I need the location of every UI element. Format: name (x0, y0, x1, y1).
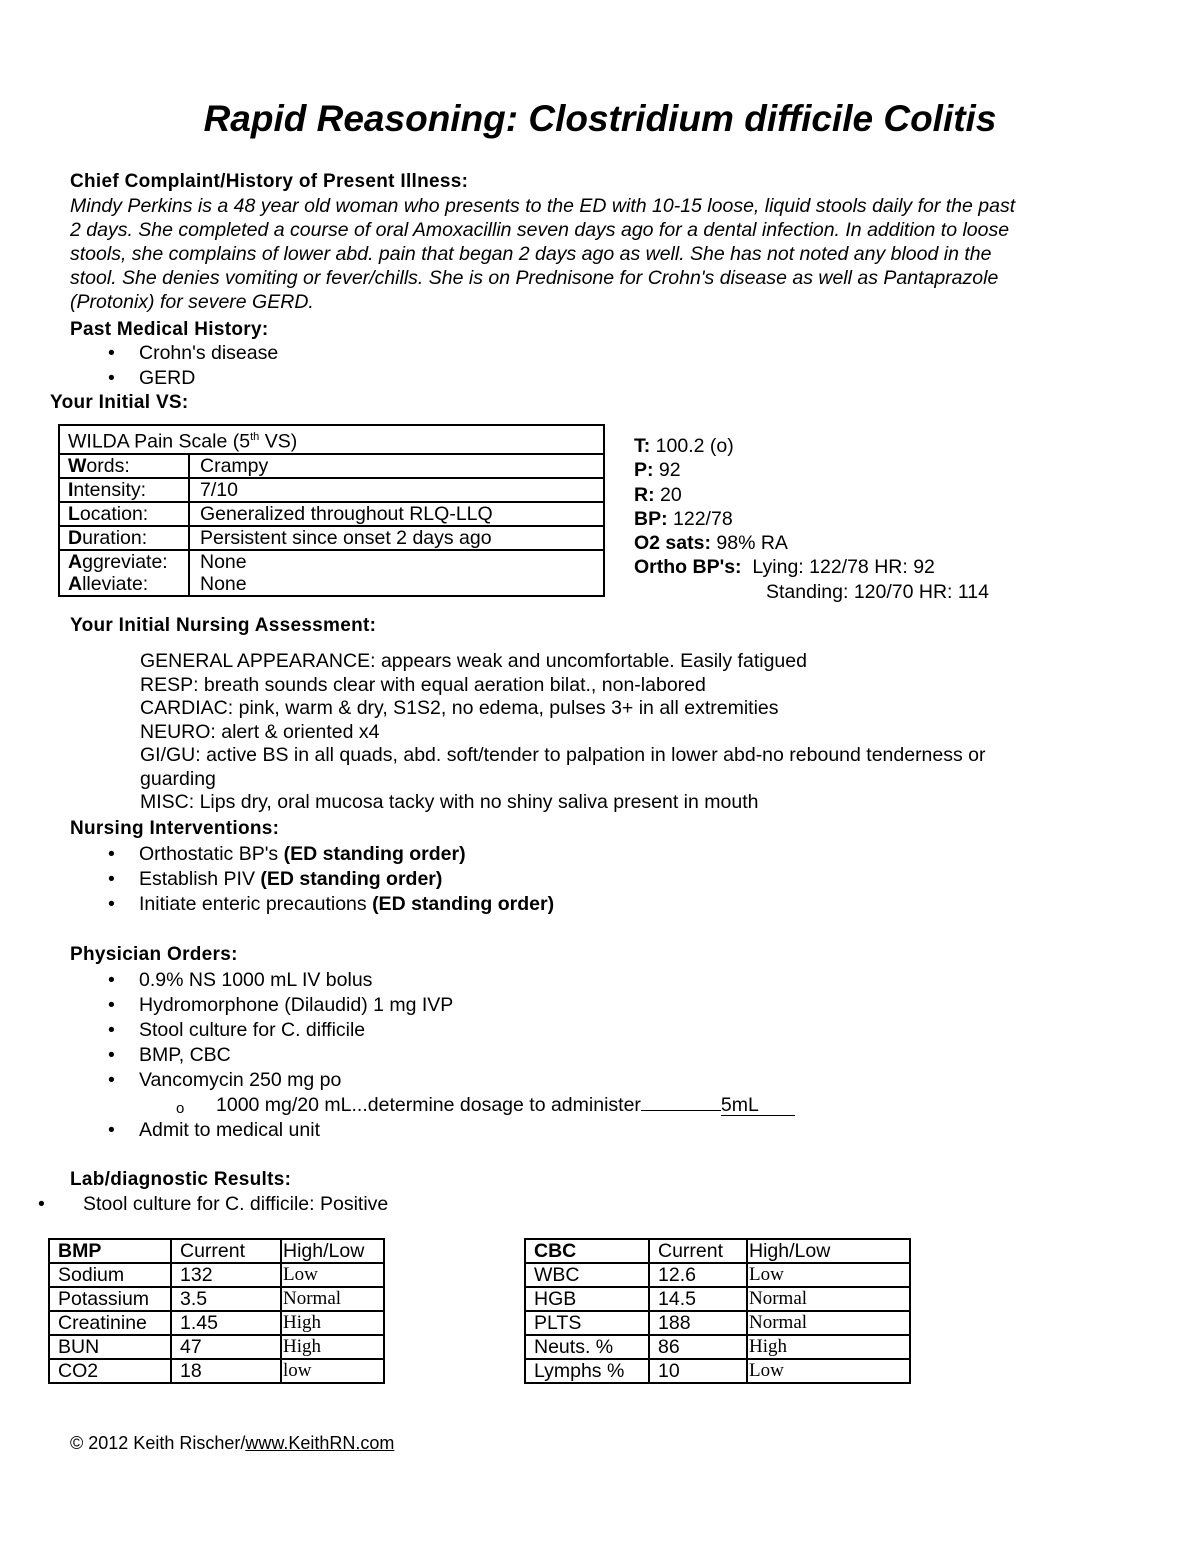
list-item: • 0.9% NS 1000 mL IV bolus (70, 968, 795, 993)
list-item: • Stool culture for C. difficile: Positive (0, 1192, 388, 1217)
table-row: Location: Generalized throughout RLQ-LLQ (59, 502, 604, 526)
hpi-line: stools, she complains of lower abd. pain that began 2 days ago as well. She has not noted any blood in the (70, 243, 992, 265)
table-header-row: CBC Current High/Low (525, 1239, 910, 1263)
hpi-line: stool. She denies vomiting or fever/chills. She is on Prednisone for Crohn's disease as well as Pantaprazole (70, 267, 999, 289)
list-item: • GERD (70, 366, 278, 391)
interventions-list (70, 842, 554, 917)
bmp-table (48, 1238, 385, 1384)
vital-signs: T: 100.2 (o) P: 92 R: 20 BP: 122/78 O2 sats: 98% RA Ortho BP's: Lying: 122/78 HR: 92 Standing: 120/70 HR: 114 (634, 435, 989, 603)
vs-heading: Your Initial VS: (50, 392, 189, 413)
list-item: • Vancomycin 250 mg po (70, 1068, 795, 1093)
list-item: • Hydromorphone (Dilaudid) 1 mg IVP (70, 993, 795, 1018)
pmh-list (70, 341, 278, 391)
table-row: Words: Crampy (59, 454, 604, 478)
table-row: Alleviate: None (59, 573, 604, 596)
table-row: Duration: Persistent since onset 2 days ago (59, 526, 604, 550)
wilda-pain-scale-table (58, 424, 605, 597)
list-item: • Initiate enteric precautions (ED standing order) (70, 892, 554, 917)
cbc-table (524, 1238, 911, 1384)
hpi-line: 2 days. She completed a course of oral Amoxacillin seven days ago for a dental infection. In addition to loose (70, 219, 1010, 241)
labs-list (0, 1192, 388, 1217)
list-item: • Orthostatic BP's (ED standing order) (70, 842, 554, 867)
table-row: Potassium 3.5 Normal (49, 1287, 384, 1311)
physician-orders-heading: Physician Orders: (70, 944, 238, 965)
table-row: Creatinine 1.45 High (49, 1311, 384, 1335)
table-header-row: BMP Current High/Low (49, 1239, 384, 1263)
hpi-line: Mindy Perkins is a 48 year old woman who presents to the ED with 10-15 loose, liquid stools daily for the past (70, 195, 1016, 217)
table-row: Neuts. % 86 High (525, 1335, 910, 1359)
hpi-line: (Protonix) for severe GERD. (70, 291, 314, 313)
table-row: Aggreviate: None (59, 550, 604, 573)
interventions-heading: Nursing Interventions: (70, 818, 280, 839)
physician-orders-list (70, 968, 795, 1143)
pmh-heading: Past Medical History: (70, 319, 269, 340)
labs-heading: Lab/diagnostic Results: (70, 1169, 292, 1190)
page-title: Rapid Reasoning: Clostridium difficile Colitis (203, 98, 997, 139)
table-row: WBC 12.6 Low (525, 1263, 910, 1287)
assessment-heading: Your Initial Nursing Assessment: (70, 615, 377, 636)
dosage-answer-blank (641, 1110, 721, 1111)
list-item: • Crohn's disease (70, 341, 278, 366)
copyright-text: © 2012 Keith Rischer/ (70, 1433, 246, 1453)
list-item: • Admit to medical unit (70, 1118, 795, 1143)
table-row: BUN 47 High (49, 1335, 384, 1359)
footer (70, 1433, 394, 1454)
table-row: Sodium 132 Low (49, 1263, 384, 1287)
chief-complaint-heading: Chief Complaint/History of Present Illness: (70, 171, 469, 192)
table-row: CO2 18 low (49, 1359, 384, 1383)
list-subitem: o 1000 mg/20 mL...determine dosage to administer 5mL (70, 1093, 795, 1118)
assessment-text: GENERAL APPEARANCE: appears weak and uncomfortable. Easily fatigued RESP: breath sounds clear with equal aeration bilat., non-labored CARDIAC: pink, warm & dry, S1S2, no edema, pulses 3+ in all extremities NEURO: alert & oriented x4 GI/GU: active BS in all quads, abd. soft/tender to palpation in lower abd-no rebound tenderness or guarding MISC: Lips dry, oral mucosa tacky with no shiny saliva present in mouth (140, 650, 986, 813)
wilda-header: WILDA Pain Scale (5th VS) (59, 425, 604, 454)
list-item: • Establish PIV (ED standing order) (70, 867, 554, 892)
table-row: Intensity: 7/10 (59, 478, 604, 502)
chief-complaint-text (70, 194, 1150, 314)
website-link[interactable]: www.KeithRN.com (245, 1433, 395, 1453)
dosage-answer: 5mL (721, 1095, 795, 1116)
table-row: HGB 14.5 Normal (525, 1287, 910, 1311)
list-item: • BMP, CBC (70, 1043, 795, 1068)
table-row: PLTS 188 Normal (525, 1311, 910, 1335)
list-item: • Stool culture for C. difficile (70, 1018, 795, 1043)
table-row: Lymphs % 10 Low (525, 1359, 910, 1383)
